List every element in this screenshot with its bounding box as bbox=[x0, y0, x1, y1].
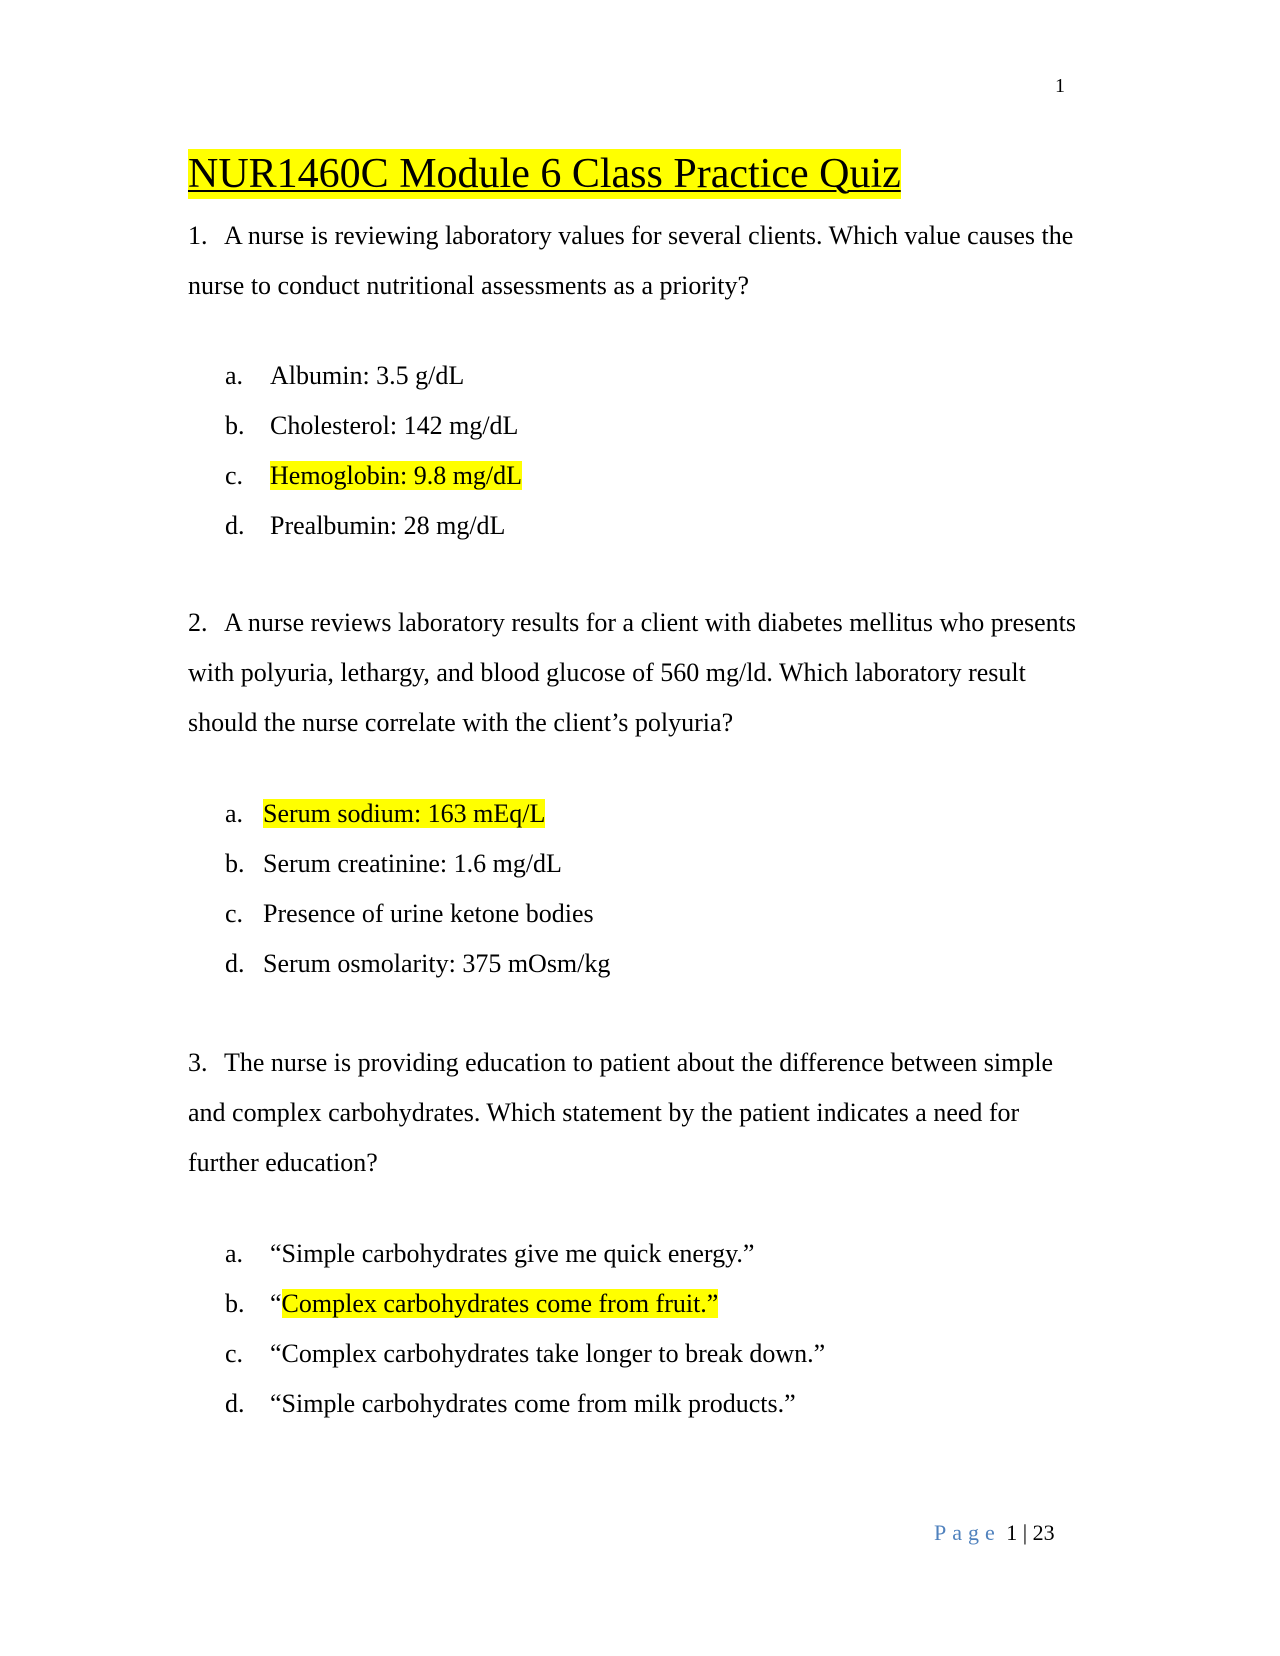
option-d bbox=[225, 1379, 825, 1429]
highlighted-answer: Hemoglobin: 9.8 mg/dL bbox=[270, 461, 523, 490]
footer-page-word: Page bbox=[934, 1520, 1001, 1545]
option-a bbox=[225, 1229, 825, 1279]
option-b bbox=[225, 839, 610, 889]
question-number: 1. bbox=[188, 221, 208, 250]
option-c bbox=[225, 451, 522, 501]
footer-separator: | bbox=[1022, 1520, 1028, 1545]
question-2 bbox=[188, 598, 1088, 748]
option-b bbox=[225, 1279, 825, 1329]
question-3-options bbox=[225, 1229, 825, 1429]
question-1-options bbox=[225, 351, 522, 551]
document-title bbox=[188, 148, 901, 200]
option-text: “Complex carbohydrates take longer to break down.” bbox=[270, 1339, 826, 1368]
question-text: A nurse is reviewing laboratory values for several clients. Which value causes the nurse to conduct nutritional assessments as a priority? bbox=[188, 221, 1074, 300]
option-letter: c. bbox=[225, 899, 244, 928]
option-text: “Simple carbohydrates come from milk products.” bbox=[270, 1389, 796, 1418]
question-text: A nurse reviews laboratory results for a client with diabetes mellitus who presents with polyuria, lethargy, and blood glucose of 560 mg/ld. Which laboratory result should the nurse correlate with the client’s polyuria? bbox=[188, 608, 1077, 737]
option-letter: b. bbox=[225, 1289, 245, 1318]
question-number: 3. bbox=[188, 1048, 208, 1077]
option-a bbox=[225, 789, 610, 839]
option-letter: a. bbox=[225, 361, 244, 390]
footer-page-indicator bbox=[934, 1522, 1055, 1544]
option-letter: a. bbox=[225, 1239, 244, 1268]
option-letter: b. bbox=[225, 411, 245, 440]
option-d bbox=[225, 501, 522, 551]
option-c bbox=[225, 1329, 825, 1379]
option-c bbox=[225, 889, 610, 939]
option-text: Albumin: 3.5 g/dL bbox=[270, 361, 465, 390]
option-letter: d. bbox=[225, 1389, 245, 1418]
footer-current-page: 1 bbox=[1006, 1520, 1018, 1545]
option-d bbox=[225, 939, 610, 989]
option-a bbox=[225, 351, 522, 401]
question-2-options bbox=[225, 789, 610, 989]
option-text: Prealbumin: 28 mg/dL bbox=[270, 511, 506, 540]
option-b bbox=[225, 401, 522, 451]
highlighted-answer: Complex carbohydrates come from fruit.” bbox=[281, 1289, 719, 1318]
option-letter: c. bbox=[225, 1339, 244, 1368]
document-title-text: NUR1460C Module 6 Class Practice Quiz bbox=[188, 151, 901, 197]
option-letter: b. bbox=[225, 849, 245, 878]
option-letter: d. bbox=[225, 949, 245, 978]
option-text: Cholesterol: 142 mg/dL bbox=[270, 411, 519, 440]
option-quote-open: “ bbox=[270, 1289, 282, 1318]
question-3 bbox=[188, 1038, 1088, 1188]
option-text: Serum osmolarity: 375 mOsm/kg bbox=[263, 949, 611, 978]
header-page-number: 1 bbox=[1055, 75, 1065, 97]
option-text: “Simple carbohydrates give me quick energy.” bbox=[270, 1239, 755, 1268]
footer-total-pages: 23 bbox=[1032, 1520, 1055, 1545]
question-1 bbox=[188, 211, 1088, 311]
question-text: The nurse is providing education to patient about the difference between simple and complex carbohydrates. Which statement by the patient indicates a need for further education? bbox=[188, 1048, 1054, 1177]
option-letter: d. bbox=[225, 511, 245, 540]
option-letter: a. bbox=[225, 799, 244, 828]
option-text: Serum creatinine: 1.6 mg/dL bbox=[263, 849, 562, 878]
question-number: 2. bbox=[188, 608, 208, 637]
option-text: Presence of urine ketone bodies bbox=[263, 899, 594, 928]
highlighted-answer: Serum sodium: 163 mEq/L bbox=[263, 799, 546, 828]
option-letter: c. bbox=[225, 461, 244, 490]
